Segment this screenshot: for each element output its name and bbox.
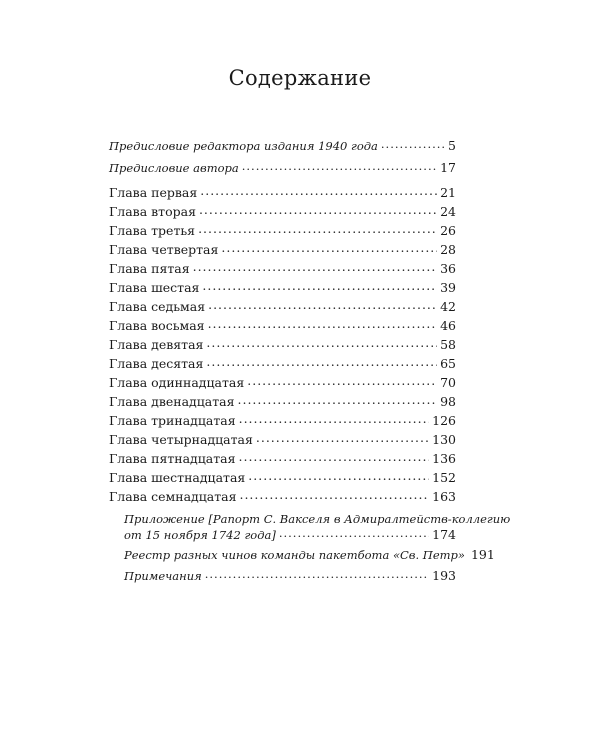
toc-entry-chapter-8[interactable] <box>109 318 456 334</box>
toc-entry-label-line1: Приложение [Рапорт С. Вакселя в Адмиралтейств-коллегию <box>124 512 511 526</box>
toc-entry-label: Предисловие автора <box>109 161 239 175</box>
dot-leader <box>381 138 445 150</box>
toc-entry-page: 17 <box>440 160 456 175</box>
toc-entry-registry[interactable] <box>124 547 495 563</box>
toc-entry-label: Глава восьмая <box>109 318 205 333</box>
toc-entry-chapter-3[interactable] <box>109 223 456 239</box>
toc-entry-chapter-12[interactable] <box>109 394 456 410</box>
toc-entry-chapter-17[interactable] <box>109 489 456 505</box>
toc-entry-label: Примечания <box>124 569 202 583</box>
toc-entry-page: 21 <box>440 185 456 200</box>
toc-entry-label: Глава пятнадцатая <box>109 451 236 466</box>
dot-leader <box>239 451 430 463</box>
toc-entry-label: Глава шестнадцатая <box>109 470 246 485</box>
toc-entry-label: Реестр разных чинов команды пакетбота «Св. Петр» <box>124 548 465 562</box>
dot-leader <box>206 337 437 349</box>
toc-entry-page: 126 <box>432 413 456 428</box>
toc-entry-page: 163 <box>432 489 456 504</box>
toc-entry-label: Глава третья <box>109 223 196 238</box>
dot-leader <box>208 299 437 311</box>
toc-entry-line2 <box>124 527 456 543</box>
dot-leader <box>208 318 438 330</box>
dot-leader <box>242 160 437 172</box>
dot-leader <box>205 568 429 580</box>
dot-leader <box>239 413 430 425</box>
dot-leader <box>199 204 437 216</box>
toc-entry-label-line2: от 15 ноября 1742 года] <box>124 528 276 542</box>
toc-entry-page: 136 <box>432 451 456 466</box>
toc-entry-chapter-10[interactable] <box>109 356 456 372</box>
toc-entry-label: Глава шестая <box>109 280 200 295</box>
toc-entry-label: Глава седьмая <box>109 299 206 314</box>
dot-leader <box>279 527 429 539</box>
toc-entry-label: Глава первая <box>109 185 198 200</box>
toc-entry-page: 152 <box>432 470 456 485</box>
toc-entry-page: 26 <box>440 223 456 238</box>
toc-entry-chapter-11[interactable] <box>109 375 456 391</box>
toc-entry-label: Глава тринадцатая <box>109 413 236 428</box>
dot-leader <box>221 242 437 254</box>
toc-entry-label: Глава вторая <box>109 204 196 219</box>
toc-entry-page: 191 <box>470 547 495 562</box>
toc-entry-page: 36 <box>440 261 456 276</box>
dot-leader <box>239 489 429 501</box>
dot-leader <box>193 261 437 273</box>
toc-entry-chapter-9[interactable] <box>109 337 456 353</box>
dot-leader <box>202 280 437 292</box>
dot-leader <box>256 432 429 444</box>
toc-entry-chapter-4[interactable] <box>109 242 456 258</box>
toc-entry-chapter-15[interactable] <box>109 451 456 467</box>
toc-entry-label: Глава четырнадцатая <box>109 432 253 447</box>
toc-entry-page: 193 <box>432 568 456 583</box>
toc-entry-page: 65 <box>440 356 456 371</box>
toc-entry-chapter-5[interactable] <box>109 261 456 277</box>
toc-entry-label: Глава одиннадцатая <box>109 375 245 390</box>
toc-entry-page: 130 <box>432 432 456 447</box>
toc-entry-label: Глава девятая <box>109 337 204 352</box>
toc-entry-page: 5 <box>448 138 456 153</box>
toc-entry-page: 174 <box>432 527 456 542</box>
dot-leader <box>198 223 437 235</box>
toc-entry-author-preface[interactable] <box>109 160 456 176</box>
toc-entry-label: Глава десятая <box>109 356 204 371</box>
toc-entry-notes[interactable] <box>124 568 456 584</box>
table-of-contents <box>109 0 511 750</box>
toc-entry-page: 70 <box>440 375 456 390</box>
toc-entry-page: 58 <box>440 337 456 352</box>
toc-entry-label: Глава семнадцатая <box>109 489 237 504</box>
toc-entry-editor-preface[interactable] <box>109 138 456 154</box>
toc-entry-page: 42 <box>440 299 456 314</box>
toc-entry-chapter-16[interactable] <box>109 470 456 486</box>
toc-entry-chapter-14[interactable] <box>109 432 456 448</box>
toc-entry-label: Глава четвертая <box>109 242 219 257</box>
page-title: Содержание <box>228 66 372 90</box>
dot-leader <box>248 470 429 482</box>
toc-entry-label: Глава пятая <box>109 261 190 276</box>
dot-leader <box>247 375 437 387</box>
toc-entry-label: Предисловие редактора издания 1940 года <box>109 139 378 153</box>
dot-leader <box>238 394 438 406</box>
toc-entry-chapter-1[interactable] <box>109 185 456 201</box>
toc-entry-page: 46 <box>440 318 456 333</box>
toc-entry-chapter-7[interactable] <box>109 299 456 315</box>
toc-entry-chapter-2[interactable] <box>109 204 456 220</box>
toc-entry-page: 24 <box>440 204 456 219</box>
toc-entry-chapter-13[interactable] <box>109 413 456 429</box>
toc-entry-appendix[interactable] <box>124 511 511 543</box>
dot-leader <box>206 356 437 368</box>
toc-entry-label: Глава двенадцатая <box>109 394 235 409</box>
toc-entry-page: 39 <box>440 280 456 295</box>
toc-entry-page: 28 <box>440 242 456 257</box>
toc-entry-page: 98 <box>440 394 456 409</box>
dot-leader <box>200 185 437 197</box>
toc-entry-chapter-6[interactable] <box>109 280 456 296</box>
